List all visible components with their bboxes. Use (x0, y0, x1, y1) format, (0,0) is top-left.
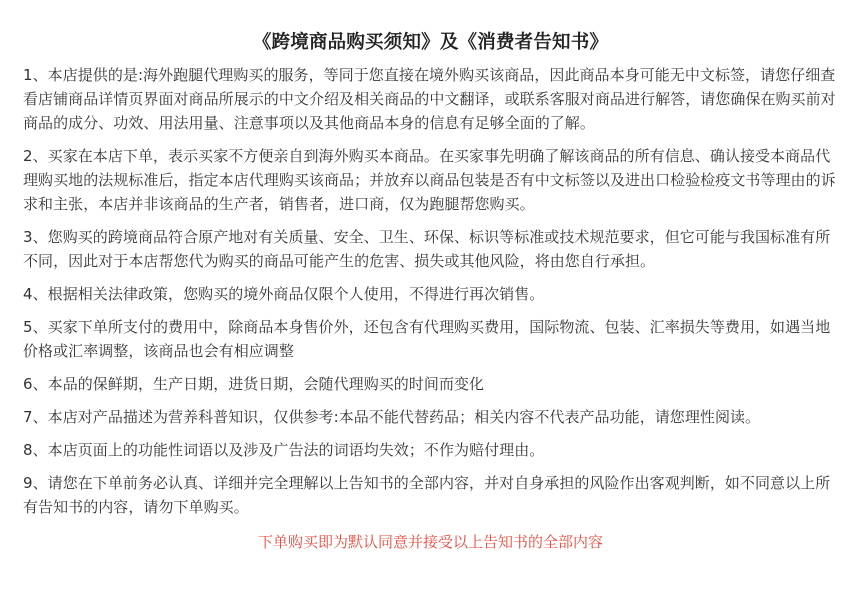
clause-7: 7、本店对产品描述为营养科普知识，仅供参考:本品不能代替药品；相关内容不代表产品功能，请您理性阅读。 (23, 408, 761, 426)
clause-6: 6、本品的保鲜期，生产日期，进货日期，会随代理购买的时间而变化 (23, 375, 485, 393)
clause-2: 2、买家在本店下单，表示买家不方便亲自到海外购买本商品。在买家事先明确了解该商品的所有信息、确认接受本商品代理购买地的法规标准后，指定本店代理购买该商品；并放弃以商品包装是否有中文标签以及进出口检验检疫文书等理由的诉求和主张，本店并非该商品的生产者，销售者，进口商，仅为跑腿帮您购买。 (23, 147, 836, 213)
clause-3: 3、您购买的跨境商品符合原产地对有关质量、安全、卫生、环保、标识等标准或技术规范要求，但它可能与我国标准有所不同，因此对于本店帮您代为购买的商品可能产生的危害、损失或其他风险，将由您自行承担。 (23, 228, 831, 270)
clause-5: 5、买家下单所支付的费用中，除商品本身售价外，还包含有代理购买费用，国际物流、包装、汇率损失等费用，如遇当地价格或汇率调整，该商品也会有相应调整 (23, 318, 831, 360)
clause-1: 1、本店提供的是:海外跑腿代理购买的服务，等同于您直接在境外购买该商品，因此商品本身可能无中文标签，请您仔细查看店铺商品详情页界面对商品所展示的中文介绍及相关商品的中文翻译，或联系客服对商品进行解答，请您确保在购买前对商品的成分、功效、用法用量、注意事项以及其他商品本身的信息有足够全面的了解。 (23, 66, 836, 132)
clause-4: 4、根据相关法律政策，您购买的境外商品仅限个人使用，不得进行再次销售。 (23, 285, 545, 303)
clause-list (23, 63, 838, 519)
page-title: 《跨境商品购买须知》及《消费者告知书》 (252, 32, 609, 53)
consent-footer: 下单购买即为默认同意并接受以上告知书的全部内容 (257, 533, 603, 551)
clause-9: 9、请您在下单前务必认真、详细并完全理解以上告知书的全部内容，并对自身承担的风险作出客观判断，如不同意以上所有告知书的内容，请勿下单购买。 (23, 474, 831, 516)
clause-8: 8、本店页面上的功能性词语以及涉及广告法的词语均失效；不作为赔付理由。 (23, 441, 545, 459)
